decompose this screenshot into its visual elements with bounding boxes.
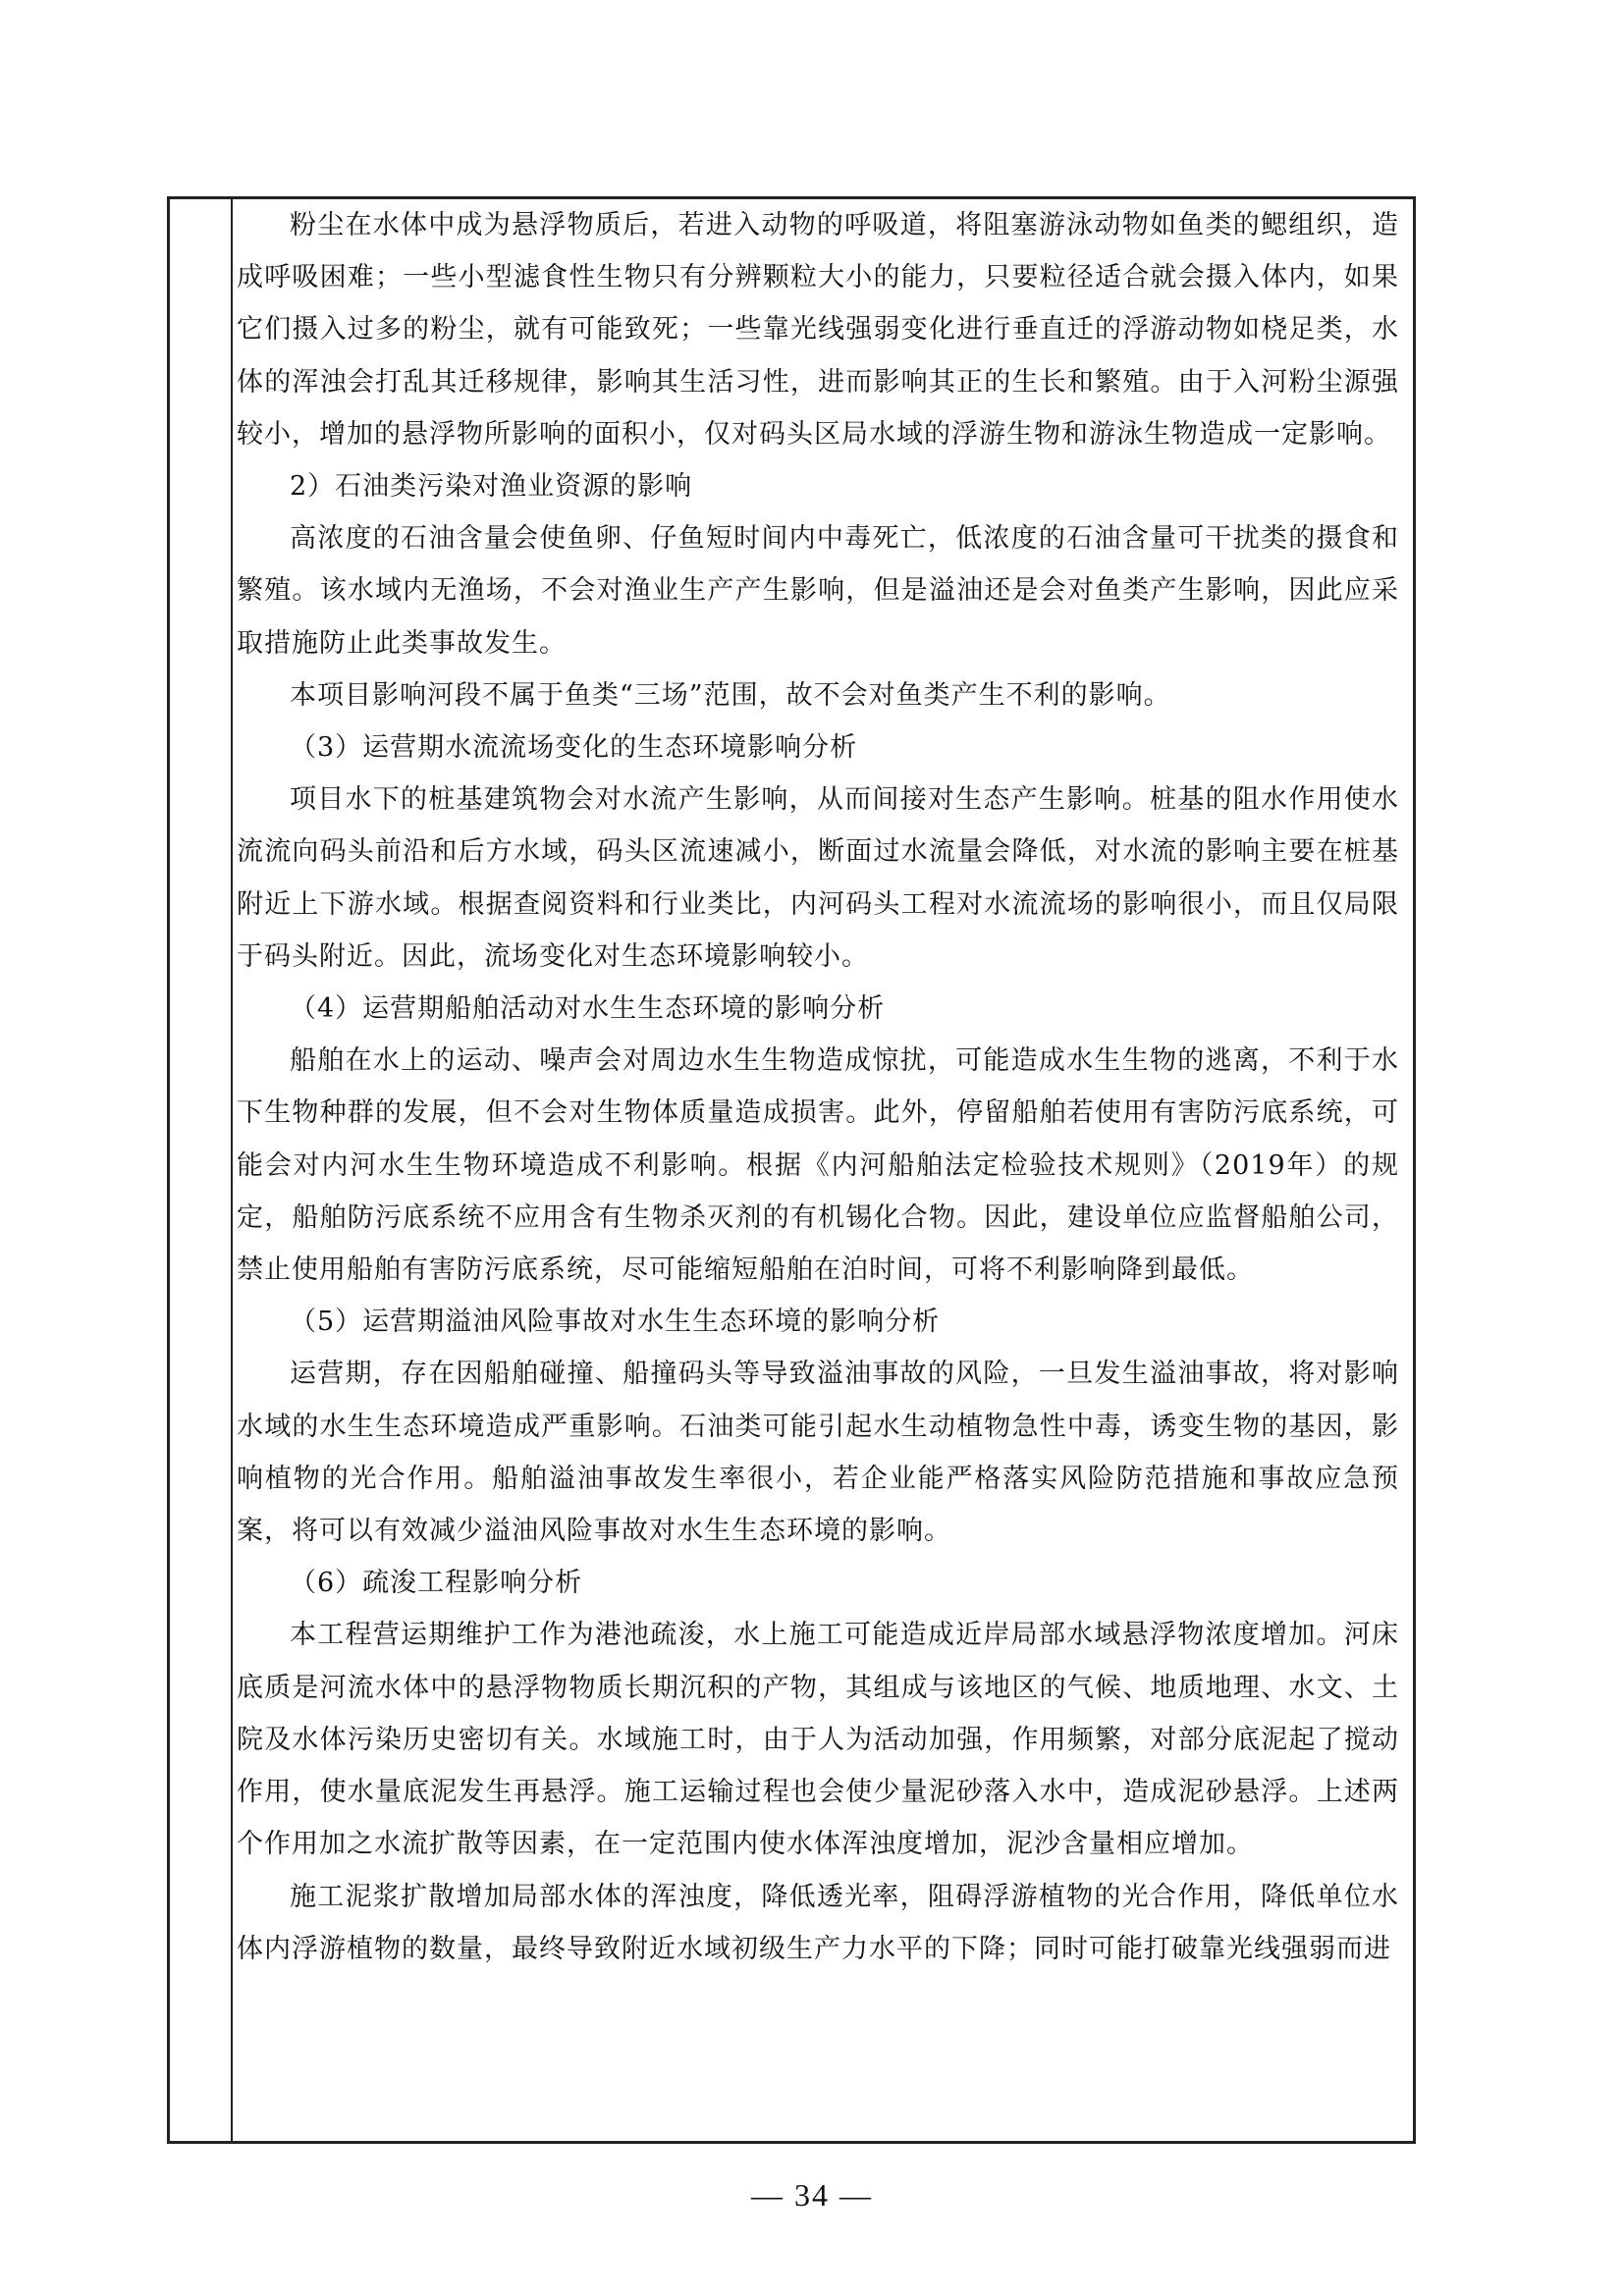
content-cell — [237, 199, 1399, 2141]
left-label-column — [170, 199, 233, 2141]
paragraph: 船舶在水上的运动、噪声会对周边水生生物造成惊扰，可能造成水生生物的逃离，不利于水下生物种群的发展，但不会对生物体质量造成损害。此外，停留船舶若使用有害防污底系统，可能会对内河水生生物环境造成不利影响。根据《内河船舶法定检验技术规则》（2019年）的规定，船舶防污底系统不应用含有生物杀灭剂的有机锡化合物。因此，建设单位应监督船舶公司，禁止使用船舶有害防污底系统，尽可能缩短船舶在泊时间，可将不利影响降到最低。 — [237, 1045, 1399, 1286]
section-heading: （5）运营期溢油风险事故对水生生态环境的影响分析 — [290, 1307, 941, 1338]
page-number: — 34 — — [751, 2177, 873, 2213]
paragraph: 项目水下的桩基建筑物会对水流产生影响，从而间接对生态产生影响。桩基的阻水作用使水流流向码头前沿和后方水域，码头区流速减小，断面过水流量会降低，对水流的影响主要在桩基附近上下游水域。根据查阅资料和行业类比，内河码头工程对水流流场的影响很小，而且仅局限于码头附近。因此，流场变化对生态环境影响较小。 — [237, 784, 1399, 972]
section-heading: （4）运营期船舶活动对水生生态环境的影响分析 — [290, 993, 886, 1025]
paragraph: 施工泥浆扩散增加局部水体的浑浊度，降低透光率，阻碍浮游植物的光合作用，降低单位水体内浮游植物的数量，最终导致附近水域初级生产力水平的下降；同时可能打破靠光线强弱而进 — [237, 1881, 1399, 1964]
paragraph: 粉尘在水体中成为悬浮物质后，若进入动物的呼吸道，将阻塞游泳动物如鱼类的鳃组织，造成呼吸困难；一些小型滤食性生物只有分辨颗粒大小的能力，只要粒径适合就会摄入体内，如果它们摄入过多的粉尘，就有可能致死；一些靠光线强弱变化进行垂直迁的浮游动物如桡足类，水体的浑浊会打乱其迁移规律，影响其生活习性，进而影响其正的生长和繁殖。由于入河粉尘源强较小，增加的悬浮物所影响的面积小，仅对码头区局水域的浮游生物和游泳生物造成一定影响。 — [237, 210, 1399, 450]
section-heading: （3）运营期水流流场变化的生态环境影响分析 — [290, 732, 858, 764]
paragraph: 本工程营运期维护工作为港池疏浚，水上施工可能造成近岸局部水域悬浮物浓度增加。河床底质是河流水体中的悬浮物物质长期沉积的产物，其组成与该地区的气候、地质地理、水文、土院及水体污染历史密切有关。水域施工时，由于人为活动加强，作用频繁，对部分底泥起了搅动作用，使水量底泥发生再悬浮。施工运输过程也会使少量泥砂落入水中，造成泥砂悬浮。上述两个作用加之水流扩散等因素，在一定范围内使水体浑浊度增加，泥沙含量相应增加。 — [237, 1620, 1399, 1860]
paragraph: 高浓度的石油含量会使鱼卵、仔鱼短时间内中毒死亡，低浓度的石油含量可干扰类的摄食和繁殖。该水域内无渔场，不会对渔业生产产生影响，但是溢油还是会对鱼类产生影响，因此应采取措施防止此类事故发生。 — [237, 523, 1399, 659]
paragraph: 运营期，存在因船舶碰撞、船撞码头等导致溢油事故的风险，一旦发生溢油事故，将对影响水域的水生生态环境造成严重影响。石油类可能引起水生动植物急性中毒，诱变生物的基因，影响植物的光合作用。船舶溢油事故发生率很小，若企业能严格落实风险防范措施和事故应急预案，将可以有效减少溢油风险事故对水生生态环境的影响。 — [237, 1359, 1399, 1547]
paragraph: 本项目影响河段不属于鱼类“三场”范围，故不会对鱼类产生不利的影响。 — [290, 679, 1171, 711]
section-heading: 2）石油类污染对渔业资源的影响 — [290, 471, 693, 503]
section-heading: （6）疏浚工程影响分析 — [290, 1568, 583, 1599]
table-frame — [167, 196, 1416, 2144]
